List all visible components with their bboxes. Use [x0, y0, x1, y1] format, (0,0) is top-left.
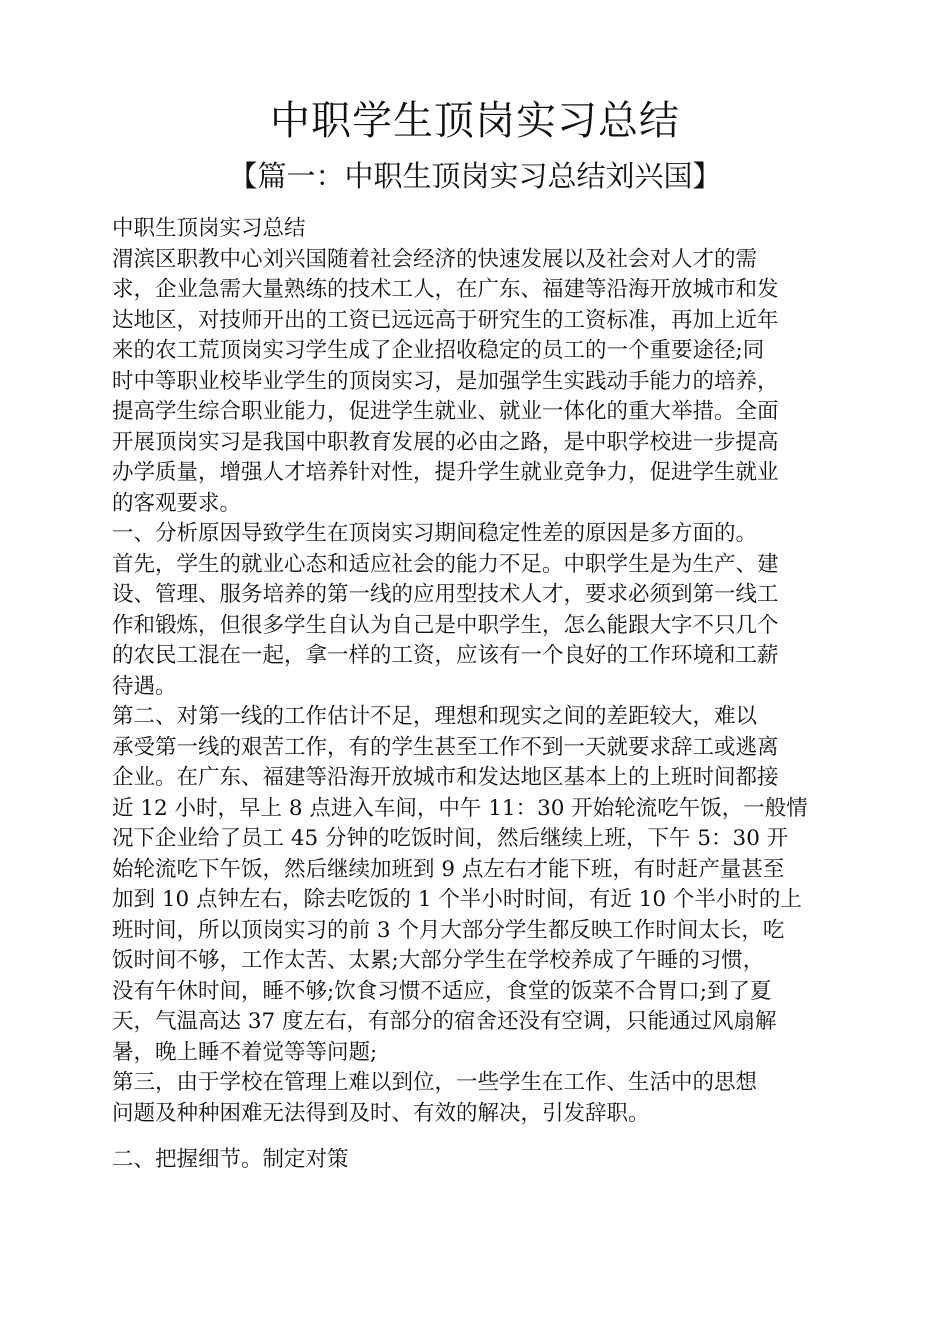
text-line: 承受第一线的艰苦工作，有的学生甚至工作不到一天就要求辞工或逃离 — [112, 734, 779, 760]
text-line: 来的农工荒顶岗实习学生成了企业招收稳定的员工的一个重要途径;同 — [112, 338, 765, 363]
text-line: 饭时间不够，工作太苦、太累;大部分学生在学校养成了午睡的习惯， — [112, 948, 765, 973]
text-line: 作和锻炼，但很多学生自认为自己是中职学生，怎么能跟大字不只几个 — [112, 612, 779, 638]
text-line: 设、管理、服务培养的第一线的应用型技术人才，要求必须到第一线工 — [112, 582, 779, 607]
text-line: 一、分析原因导致学生在顶岗实习期间稳定性差的原因是多方面的。 — [112, 521, 758, 546]
text-line: 加到 10 点钟左右，除去吃饭的 1 个半小时时间，有近 10 个半小时的上 — [112, 887, 802, 912]
text-line: 待遇。 — [112, 673, 177, 699]
text-line: 办学质量，增强人才培养针对性，提升学生就业竞争力，促进学生就业 — [112, 460, 779, 485]
text-line: 没有午休时间，睡不够;饮食习惯不适应，食堂的饭菜不合胃口;到了夏 — [112, 978, 772, 1004]
section-heading: 二、把握细节。制定对策 — [112, 1147, 349, 1172]
text-line: 开展顶岗实习是我国中职教育发展的必由之路，是中职学校进一步提高 — [112, 429, 779, 455]
text-line: 渭滨区职教中心刘兴国随着社会经济的快速发展以及社会对人才的需 — [112, 246, 758, 272]
text-line: 况下企业给了员工 45 分钟的吃饭时间，然后继续上班，下午 5：30 开 — [112, 826, 789, 851]
text-line: 中职生顶岗实习总结 — [112, 216, 306, 241]
text-line: 始轮流吃下午饭，然后继续加班到 9 点左右才能下班，有时赶产量甚至 — [112, 856, 785, 882]
text-line: 时中等职业校毕业学生的顶岗实习，是加强学生实践动手能力的培养， — [112, 368, 779, 394]
section-subtitle: 【篇一：中职生顶岗实习总结刘兴国】 — [228, 159, 722, 193]
text-line: 的农民工混在一起，拿一样的工资，应该有一个良好的工作环境和工薪 — [112, 643, 779, 668]
text-line: 的客观要求。 — [112, 490, 242, 516]
text-line: 问题及种种困难无法得到及时、有效的解决，引发辞职。 — [112, 1100, 650, 1126]
text-line: 近 12 小时，早上 8 点进入车间，中午 11：30 开始轮流吃午饭，一般情 — [112, 795, 808, 821]
text-line: 第三，由于学校在管理上难以到位，一些学生在工作、生活中的思想 — [112, 1070, 758, 1095]
text-line: 天，气温高达 37 度左右，有部分的宿舍还没有空调，只能通过风扇解 — [112, 1009, 777, 1034]
text-line: 提高学生综合职业能力，促进学生就业、就业一体化的重大举措。全面 — [112, 399, 779, 424]
text-line: 求，企业急需大量熟练的技术工人，在广东、福建等沿海开放城市和发 — [112, 277, 779, 302]
page-title: 中职学生顶岗实习总结 — [270, 98, 680, 144]
text-line: 首先，学生的就业心态和适应社会的能力不足。中职学生是为生产、建 — [112, 551, 779, 577]
text-line: 企业。在广东、福建等沿海开放城市和发达地区基本上的上班时间都接 — [112, 765, 779, 790]
text-line: 达地区，对技师开出的工资已远远高于研究生的工资标准，再加上近年 — [112, 307, 779, 333]
text-line: 班时间，所以顶岗实习的前 3 个月大部分学生都反映工作时间太长，吃 — [112, 917, 785, 943]
document-body — [112, 214, 838, 1176]
text-line: 暑，晚上睡不着觉等等问题; — [112, 1039, 378, 1065]
text-line: 第二、对第一线的工作估计不足，理想和现实之间的差距较大，难以 — [112, 704, 758, 729]
